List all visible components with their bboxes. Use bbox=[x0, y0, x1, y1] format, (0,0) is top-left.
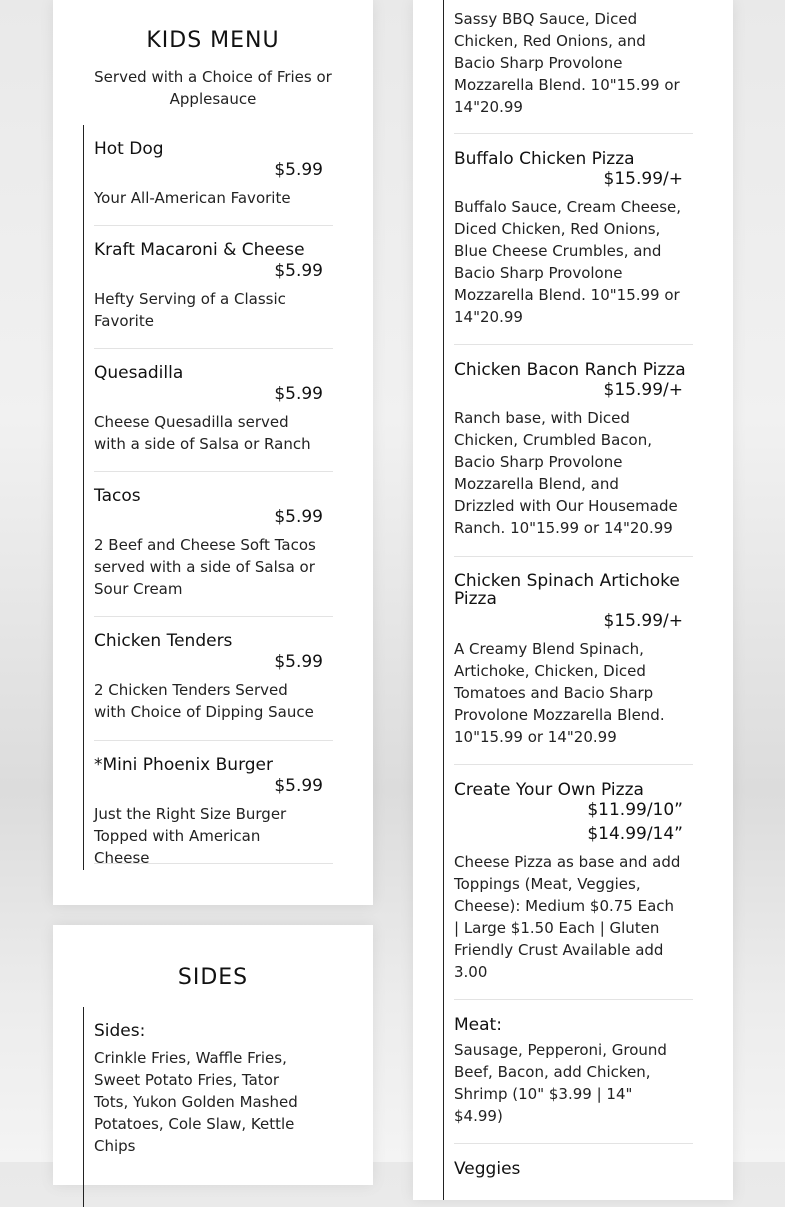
item-name: *Mini Phoenix Burger bbox=[94, 755, 274, 775]
item-name: Kraft Macaroni & Cheese bbox=[94, 240, 305, 260]
menu-item-meat-toppings[interactable] bbox=[454, 1000, 693, 1144]
item-name: Chicken Spinach Artichoke Pizza bbox=[454, 571, 680, 609]
menu-item-chicken-tenders[interactable] bbox=[94, 617, 333, 741]
menu-item-veggie-toppings[interactable] bbox=[454, 1144, 693, 1204]
item-price: $15.99/+ bbox=[603, 169, 683, 189]
kids-menu-list bbox=[83, 125, 334, 870]
item-description: Buffalo Sauce, Cream Cheese, Diced Chicken, Red Onions, Blue Cheese Crumbles, and Bacio Sharp Provolone Mozzarella Blend. 10"15.99 or 14"20.99 bbox=[454, 198, 682, 326]
sides-title: SIDES bbox=[177, 965, 249, 990]
item-price: $15.99/+ bbox=[603, 611, 683, 631]
item-price: $11.99/10” bbox=[587, 800, 683, 820]
item-name: Tacos bbox=[94, 486, 141, 506]
item-price: $5.99 bbox=[274, 776, 323, 796]
sides-description: Crinkle Fries, Waffle Fries, Sweet Potato Fries, Tator Tots, Yukon Golden Mashed Potatoes, Cole Slaw, Kettle Chips bbox=[94, 1049, 298, 1155]
item-price: $5.99 bbox=[274, 160, 323, 180]
item-price-large: $14.99/14” bbox=[587, 824, 683, 844]
menu-item-bbq-chicken-pizza[interactable] bbox=[454, 0, 693, 134]
item-description: 2 Beef and Cheese Soft Tacos served with a side of Salsa or Sour Cream bbox=[94, 536, 316, 598]
kids-menu-card bbox=[53, 0, 373, 905]
menu-item-mini-burger[interactable] bbox=[94, 741, 333, 867]
pizza-card bbox=[413, 0, 733, 1200]
item-price: $5.99 bbox=[274, 384, 323, 404]
item-description: Sausage, Pepperoni, Ground Beef, Bacon, add Chicken, Shrimp (10" $3.99 | 14" $4.99) bbox=[454, 1041, 667, 1125]
item-price: $5.99 bbox=[274, 507, 323, 527]
item-price: $5.99 bbox=[274, 652, 323, 672]
item-name: Chicken Bacon Ranch Pizza bbox=[454, 360, 686, 380]
kids-menu-title: KIDS MENU bbox=[146, 28, 280, 53]
sides-card bbox=[53, 925, 373, 1185]
item-name: Buffalo Chicken Pizza bbox=[454, 149, 635, 169]
item-description: 2 Chicken Tenders Served with Choice of Dipping Sauce bbox=[94, 681, 314, 721]
item-description: A Creamy Blend Spinach, Artichoke, Chicken, Diced Tomatoes and Bacio Sharp Provolone Mozzarella Blend. 10"15.99 or 14"20.99 bbox=[454, 640, 665, 746]
menu-item-quesadilla[interactable] bbox=[94, 349, 333, 472]
menu-item-buffalo-chicken-pizza[interactable] bbox=[454, 134, 693, 345]
item-description: Cheese Pizza as base and add Toppings (Meat, Veggies, Cheese): Medium $0.75 Each | Large $1.50 Each | Gluten Friendly Crust Available add 3.00 bbox=[454, 853, 681, 981]
sides-label: Sides: bbox=[94, 1021, 146, 1041]
item-description: Hefty Serving of a Classic Favorite bbox=[94, 290, 286, 330]
kids-menu-subtitle: Served with a Choice of Fries or Applesauce bbox=[94, 68, 332, 108]
menu-item-chicken-spinach-artichoke-pizza[interactable] bbox=[454, 557, 693, 765]
item-name: Create Your Own Pizza bbox=[454, 780, 644, 800]
menu-item-chicken-bacon-ranch-pizza[interactable] bbox=[454, 345, 693, 557]
item-name: Hot Dog bbox=[94, 139, 164, 159]
item-description: Cheese Quesadilla served with a side of Salsa or Ranch bbox=[94, 413, 311, 453]
menu-item-mac-cheese[interactable] bbox=[94, 226, 333, 349]
item-description: Your All-American Favorite bbox=[94, 189, 291, 207]
item-description: Just the Right Size Burger Topped with American Cheese bbox=[94, 805, 287, 867]
item-description: Sassy BBQ Sauce, Diced Chicken, Red Onions, and Bacio Sharp Provolone Mozzarella Blend. 10"15.99 or 14"20.99 bbox=[454, 10, 680, 116]
sides-list bbox=[83, 1007, 334, 1207]
menu-item-create-your-own-pizza[interactable] bbox=[454, 765, 693, 1000]
item-name: Chicken Tenders bbox=[94, 631, 233, 651]
item-name: Meat: bbox=[454, 1015, 502, 1035]
item-name: Quesadilla bbox=[94, 363, 184, 383]
item-price: $5.99 bbox=[274, 261, 323, 281]
item-description: Ranch base, with Diced Chicken, Crumbled Bacon, Bacio Sharp Provolone Mozzarella Blend, and Drizzled with Our Housemade Ranch. 10"15.99 or 14"20.99 bbox=[454, 409, 678, 537]
item-price: $15.99/+ bbox=[603, 380, 683, 400]
item-name: Veggies bbox=[454, 1159, 521, 1179]
menu-item-hot-dog[interactable] bbox=[94, 125, 333, 226]
menu-item-tacos[interactable] bbox=[94, 472, 333, 617]
pizza-list bbox=[443, 0, 694, 1200]
